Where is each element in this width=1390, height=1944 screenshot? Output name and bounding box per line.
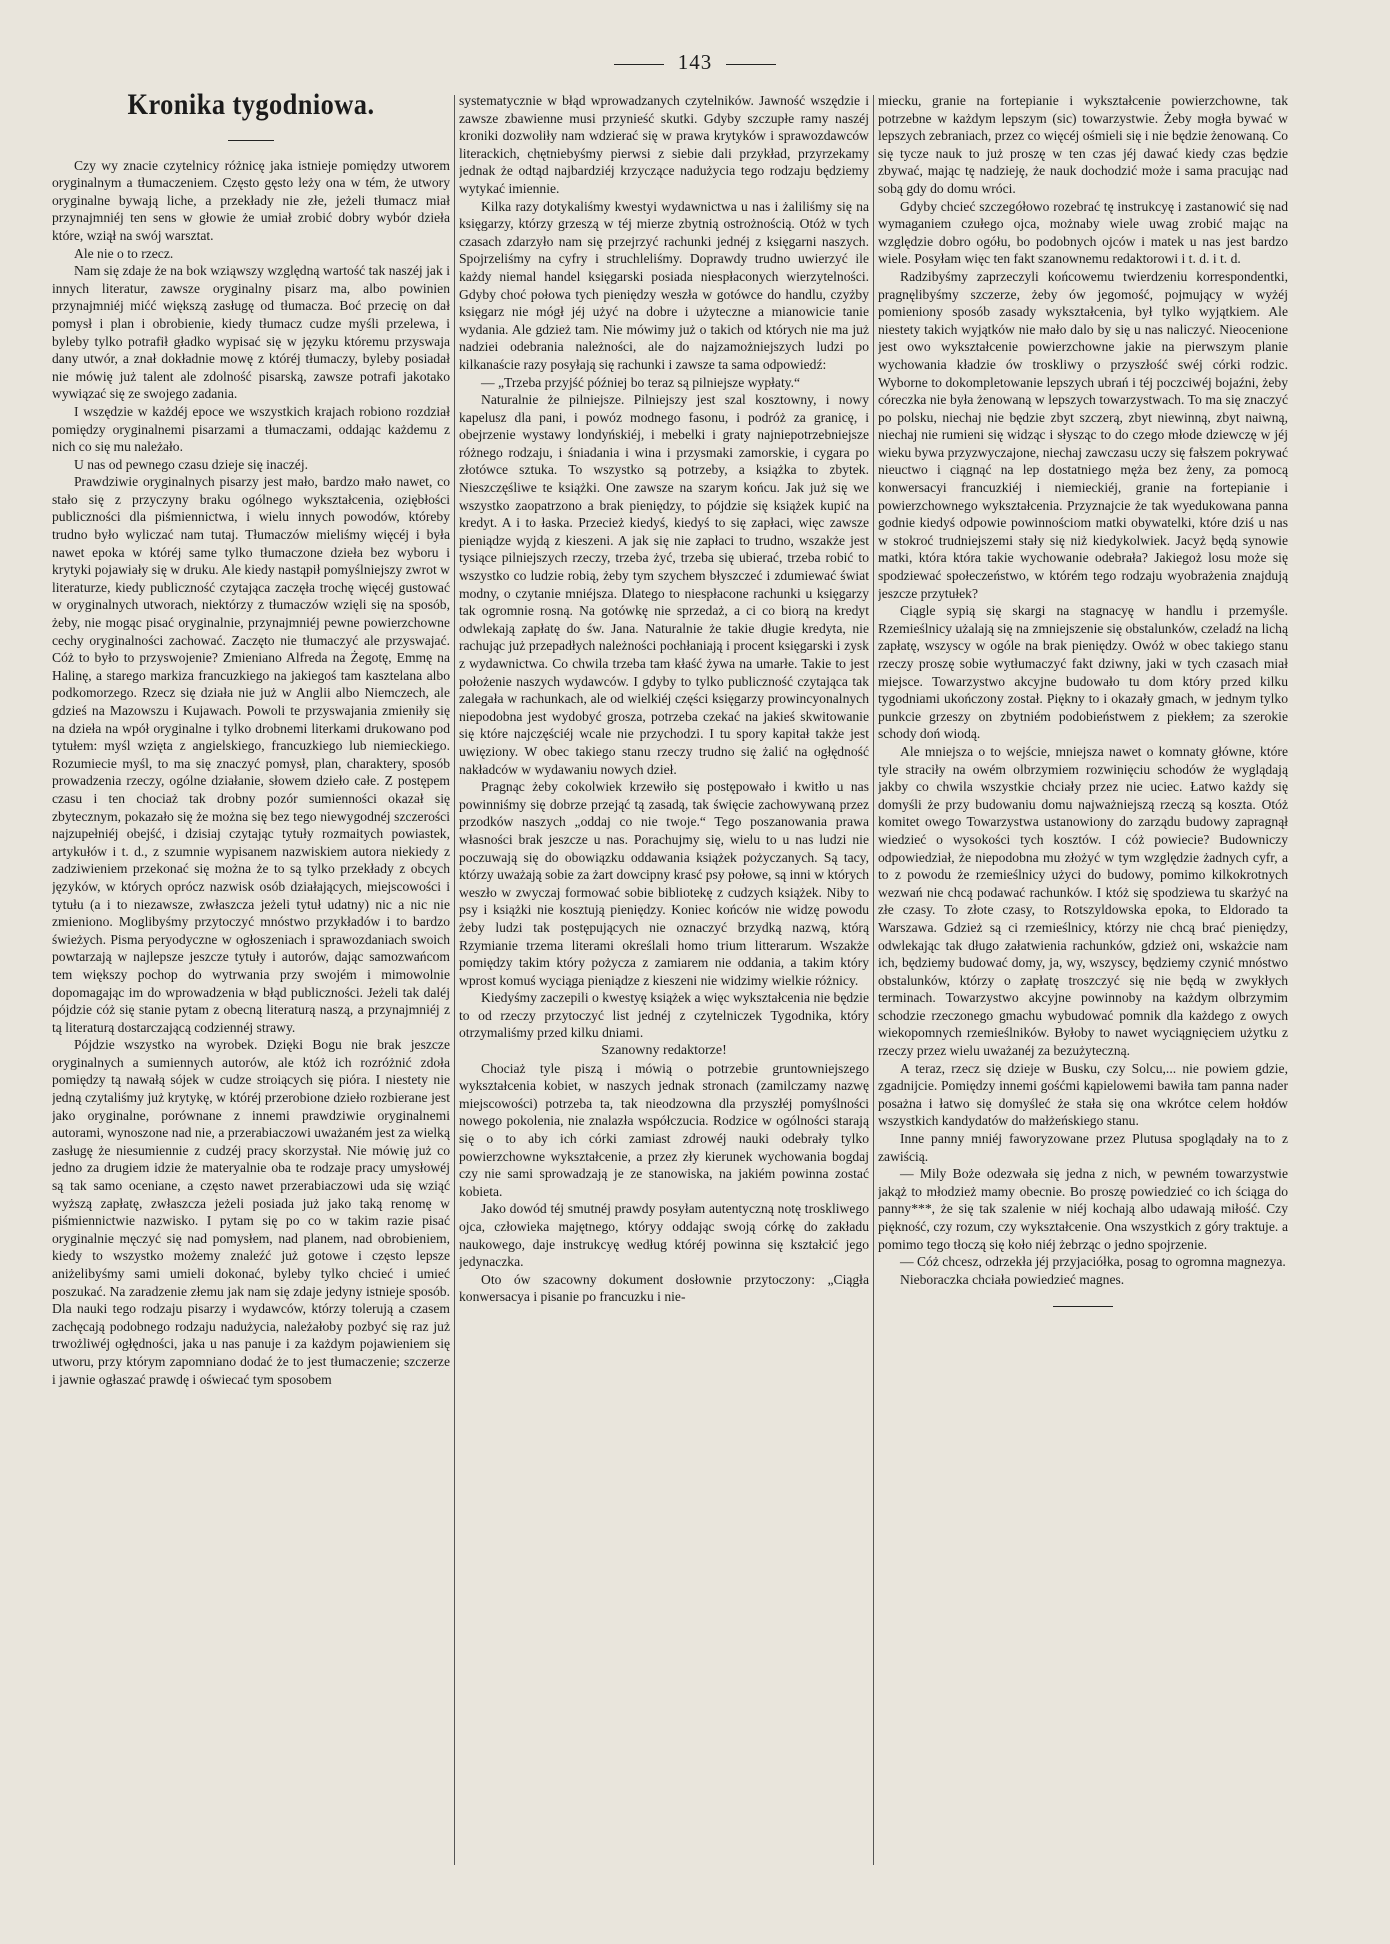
paragraph: systematycznie w błąd wprowadzanych czytelników. Jawność wszędzie i zawsze zbawienne musi przynieść skutki. Gdyby szczupłe ramy naszéj kroniki dozwoliły nam wdzierać się w prawa krytyków i sprawozdawców literackich, chętniebyśmy pierwsi z siebie dali przykład, przyrzekamy jednak że odtąd najbardziéj krzyczące nadużycia tego rodzaju będziemy wytykać imiennie.	[459, 93, 869, 196]
paragraph: Czy wy znacie czytelnicy różnicę jaka istnieje pomiędzy utworem oryginalnym a tłumaczeniem. Często gęsto leży ona w tém, że utwory oryginalne bywają liche, a przekłady nie złe, jeżeli tłumacz miał przynajmniéj ten sens w głowie że umiał zrobić dobry wybór dzieła które, wziął na swój warsztat.	[52, 157, 450, 243]
title-rule	[228, 140, 274, 141]
column-2	[459, 92, 869, 1892]
paragraph: Ale nie o to rzecz.	[74, 245, 174, 261]
paragraph: Ale mniejsza o to wejście, mniejsza nawet o komnaty główne, które tyle straciły na owém olbrzymiem rozwinięciu schodów że wyglądają jakby co chwila wszystkie chciały przez nie uciec. Łatwo każdy się domyśli że przy budowaniu domu najważniejszą rzeczą są koszta. Otóż komitet owego Towarzystwa ustanowiony do zarządu budowy zapragnął wiedzieć o wysokości tych kosztów. I cóż powiecie? Budowniczy odpowiedział, że niepodobna mu złożyć w tym względzie żadnych cyfr, a to z powodu że rzemieślnicy użyci do budowy, pomimo kilkokrotnych wezwań nie chcą podawać rachunków. I któż się spodziewa tu skarżyć na złe czasy. To złote czasy, to Rotszyldowska epoka, to Eldorado ta Warszawa. Gdzież są ci rzemieślnicy, którzy nie chcą brać pieniędzy, odwlekając tak długo załatwienia rachunków, gdzież oni, wskażcie nam ich, będziemy budować domy, ja, wy, wszyscy, będziemy czynić mnóstwo obstalunków, którzy o zapłatę troszczyć się nie będą w zwykłych terminach. Towarzystwo akcyjne powinnoby na każdym olbrzymim schodzie rzeczonego gmachu wybudować pomnik dla każdego z owych wiekopomnych rzemieślników. Byłoby to nawet wyciągnięciem użytku z rzeczy przez wielu uważanéj za bezużyteczną.	[878, 743, 1288, 1059]
page-number-rule-left	[614, 64, 664, 65]
paragraph: Pragnąc żeby cokolwiek krzewiło się postępowało i kwitło u nas powinniśmy się dobrze przejąć tą zasadą, tak święcie zachowywaną przez przodków naszych „oddaj co nie twoje.“ Tego poszanowania prawa własności brak jeszcze u nas. Porachujmy się, wielu to u nas ludzi nie poczuwają się do obowiązku oddawania książek pożyczanych. Są tacy, którzy uważają sobie za żart dowcipny krasć psy połowe, są inni w których weszło w zwyczaj formować sobie bibliotekę z cudzych książek. Niby to psy i książki nie kosztują pieniędzy. Koniec końców nie widzę powodu żeby ludzi tak postępujących nie oznaczyć brzydką nazwą, którą Rzymianie trzema literami określali homo trium litterarum. Wszakże pomiędzy takim który pożycza z zamiarem nie oddania, a takim który wprost komuś wyciąga pieniądze z kieszeni nie widzimy wielkie różnicy.	[459, 779, 869, 988]
paragraph: — „Trzeba przyjść później bo teraz są pilniejsze wypłaty.“	[481, 374, 801, 390]
paragraph: U nas od pewnego czasu dzieje się inaczéj.	[74, 456, 309, 472]
paragraph: — Cóż chcesz, odrzekła jéj przyjaciółka, posag to ogromna magnezya.	[900, 1254, 1286, 1270]
column-divider	[454, 95, 455, 1865]
paragraph: Chociaż tyle piszą i mówią o potrzebie gruntowniejszego wykształcenia kobiet, w naszych jednak stronach (zamilczamy nazwę miejscowości) potrzeba ta, tak nieodzowna dla przyszłéj pomyślności nowego pokolenia, nie znalazła współczucia. Rodzice w ogólności starają się o to aby ich córki zamiast zdrowéj nauki odebrały tylko powierzchowne wykształcenie, a przez zły kierunek wychowania bogdaj czy nie sami sprowadzają je ze stanowiska, na jakiém powinna zostać kobieta.	[459, 1060, 869, 1199]
paragraph: miecku, granie na fortepianie i wykształcenie powierzchowne, tak potrzebne w każdym lepszym (sic) towarzystwie. Żeby mogła bywać w lepszych zebraniach, przez co więcéj ośmieli się i nie będzie żenowaną. Co się tycze nauk to już proszę w ten czas jéj dawać kiedy czas będzie zbywać, mając tę nadzieję, że nauk dochodzić może i sama pracując nad sobą gdy do domu wróci.	[878, 93, 1288, 196]
paragraph: A teraz, rzecz się dzieje w Busku, czy Solcu,... nie powiem gdzie, zgadnijcie. Pomiędzy innemi gośćmi kąpielowemi bawiła tam panna nader posażna i łatwo się domyśleć że stała się ona wkrótce celem hołdów wszystkich kandydatów do małżeńskiego stanu.	[878, 1060, 1288, 1129]
paragraph: Ciągle sypią się skargi na stagnacyę w handlu i przemyśle. Rzemieślnicy użalają się na zmniejszenie się obstalunków, czeladź na lichą zapłatę, wszyscy w ogóle na brak pieniędzy. Owóż w obec takiego stanu rzeczy proszę sobie wytłumaczyć fakt dziwny, jaki w tych czasach miał miejsce. Towarzystwo akcyjne budowało tu dom który przed kilku tygodniami ukończony został. Piękny to i okazały gmach, w jednym tylko punkcie grzeszy on zbytniém podobieństwem z piekłem; za szerokie schody doń wiodą.	[878, 603, 1288, 742]
page-number-rule-right	[726, 64, 776, 65]
paragraph: Gdyby chcieć szczegółowo rozebrać tę instrukcyę i zastanowić się nad wymaganiem czułego ojca, możnaby wiele uwag zrobić mając na względzie dobro ogółu, bo podobnych ojców i matek u nas jest bardzo wiele. Posyłam więc ten fakt szanownemu redaktorowi i t. d. i t. d.	[878, 198, 1288, 267]
paragraph: Oto ów szacowny dokument dosłownie przytoczony: „Ciągła konwersacya i pisanie po francuzku i nie-	[459, 1271, 869, 1305]
column-3	[878, 92, 1288, 1892]
paragraph: Jako dowód téj smutnéj prawdy posyłam autentyczną notę troskliwego ojca, człowieka majętnego, któryy oddając swoją córkę do zakładu naukowego, daje instrukcyę według któréj powinna się kształcić jego jedynaczka.	[459, 1201, 869, 1270]
paragraph: Kiedyśmy zaczepili o kwestyę książek a więc wykształcenia nie będzie to od rzeczy przytoczyć list jednéj z czytelniczek Tygodnika, który otrzymaliśmy przed kilku dniami.	[459, 990, 869, 1041]
paragraph: Naturalnie że pilniejsze. Pilniejszy jest szal kosztowny, i nowy kapelusz dla pani, i powóz modnego fasonu, i podróż za granicę, i obejrzenie wystawy londyńskiéj, i mebelki i graty najniepotrzebniejsze różnego rodzaju, i śniadania i wina i przysmaki zamorskie, i cygara po złotówce sztuka. To wszystko są potrzeby, a książka to zbytek. Nieszczęśliwe te książki. One zawsze na szarym końcu. Jak już się we wszystko zaopatrzono a brak pieniędzy, to pójdzie się książek kupić na kredyt. A i to łaska. Przecież kiedyś, kiedyś to się zapłaci, więc zawsze pieniądze wyjdą z kieszeni. A jak się nie zapłaci to trudno, wszakże jest tysiące pilniejszych rzeczy, trzeba żyć, trzeba się ubierać, trzeba robić to wszystko co ludzie robią, żeby tym szychem błyszczeć i zdumiewać świat modny, o czytanie mniéjsza. Dlatego to niespłacone rachunki u księgarzy tak ogromnie rosną. Na gotówkę nie sprzedaż, a ci co biorą na kredyt odwlekają zapłatę do św. Jana. Naturalnie że takie długie kredyta, nie rachując już przepadłych należności pochłaniają i procent księgarski i zysk z wydawnictwa. Co chwila trzeba tam kłaść żywa na umarłe. Takie to jest położenie naszych wydawców. I gdyby to tylko publiczność czytająca tak zalegała w rachunkach, ale od wielkiéj części księgarzy prowincyonalnych niepodobna jest wydobyć grosza, potrzeba czekać na jakieś skwitowanie się które najczęściéj wcale nie przychodzi. I tu spory kapitał także jest uwięziony. W obec takiego stanu rzeczy trudno się żalić na ogłędność nakładców w wydawaniu nowych dzieł.	[459, 392, 869, 777]
end-rule	[1053, 1306, 1113, 1307]
paragraph: Pójdzie wszystko na wyrobek. Dzięki Bogu nie brak jeszcze oryginalnych a sumiennych autorów, ale któż ich rozróżnić zdoła pomiędzy tą nawałą sójek w cudze stroiących się pióra. I niestety nie jedną czytaliśmy już krytykę, w któréj przerobione dzieło rozbierane jest jako oryginalne, porównane z innemi prawdziwie oryginalnemi autorami, wynoszone nad nie, a przerabiaczowi uważaném jest za wielką zasługę że niesumiennie z cudzéj pracy skorzystał. Nie mówię już co jedno za drugiem idzie że materyalnie oba te rodzaje pracy umysłowéj są tak samo oceniane, a często nawet przerabiaczowi uda się wziąć wyższą zapłatę, zwłaszcza jeżeli posiada już jako taką renomę w piśmiennictwie nazwisko. I pytam się po co w takim razie pisać oryginalnie męczyć się nad pomysłem, nad planem, nad obrobieniem, kiedy to wszystko możemy znaleźć już gotowe i często lepsze aniżelibyśmy sami umieli dokonać, byleby tylko chcieć i umieć poszukać. Na zaradzenie złemu jak nam się zdaje jedyny istnieje sposób. Dla nauki tego rodzaju pisarzy i wydawców, którzy tolerują a czasem zachęcają podobnego rodzaju nadużycia, należałoby pozbyć się raz już trwożliwéj ogłędności, jaka u nas panuje i za każdym pojawieniem się utworu, przy którym zapomniano dodać że to jest tłumaczenie; szczerze i jawnie ogłaszać prawdę i oświecać tym sposobem	[52, 1037, 450, 1387]
letter-salutation: Szanowny redaktorze!	[601, 1043, 727, 1059]
paragraph: Nieboraczka chciała powiedzieć magnes.	[900, 1271, 1125, 1287]
page-number	[0, 50, 1390, 75]
column-1	[52, 92, 450, 1892]
page-number-text: 143	[677, 50, 713, 74]
paragraph: I wszędzie w każdéj epoce we wszystkich krajach robiono rozdział pomiędzy oryginalnemi pisarzami a tłumaczami, oddając każdemu z nich co się mu należało.	[52, 403, 450, 455]
column-1-text	[52, 157, 450, 1389]
article-title: Kronika tygodniowa.	[127, 92, 375, 121]
paragraph: Nam się zdaje że na bok wziąwszy względną wartość tak naszéj jak i innych literatur, zawsze oryginalny pisarz ma, albo powinien przynajmniéj mićć większą zasługę od tłumacza. Boć przecię on dał pomysł i plan i obrobienie, kiedy tłumacz cudze myśli przelewa, i byleby tylko potrafił gładko wypisać się w języku któremu przyswaja dany utwór, a znał dokładnie mowę z któréj tłumaczy, byleby posiadał nie mówię już talent ale zdolność pisarską, zawsze potrafi jakotako wywiązać się ze swojego zadania.	[52, 263, 450, 402]
paragraph: Radzibyśmy zaprzeczyli końcowemu twierdzeniu korrespondentki, pragnęlibyśmy szczerze, żeby ów jegomość, pojmujący w wyżéj pomieniony sposób zasady wykształcenia, był tylko wyjątkiem. Ale niestety takich wyjątków nie mało dalo by się u nas naliczyć. Nieocenione jest owo wykształcenie powierzchowne jakie na pierwszym planie wychowania kładzie ów troskliwy o przyszłość swéj córki rodzic. Wyborne to dokompletowanie lepszych ubrań i téj poczciwéj bojaźni, żeby córeczka nie była żenowaną w lepszych towarzystwach. To ma się znaczyć po polsku, niechaj nie będzie zbyt szczerą, zbyt niewinną, zbyt naiwną, niechaj nie rumieni się widząc i słysząc to do czego młode dziewczę w jéj wieku bywa przyzwyczajone, niechaj zawczasu uczy się fałszem pokrywać nieuctwo i ciągnąć na lep dostatniego męża bez żeny, za pomocą konwersacyi francuzkiéj i niemieckiéj, granie na fortepianie i powierzchownego wykształcenia. Przyznajcie że tak wyedukowana panna godnie kiedyś odpowie powinnościom matki obywatelki, które dziś u nas w stokroć trudniejszemi stały się niż kiedykolwiek. Jacyż będą synowie matki, która która takie wychowanie odebrała? Jakiegoż losu może się spodziewać społeczeństwo, w którém tego rodzaju wyobrażenia znajdują jeszcze przytułek?	[878, 268, 1288, 601]
column-divider	[873, 95, 874, 1865]
paragraph: Inne panny mniéj faworyzowane przez Plutusa spoglądały na to z zawiścią.	[878, 1131, 1288, 1164]
paragraph: Prawdziwie oryginalnych pisarzy jest mało, bardzo mało nawet, co stało się z przyczyny braku ogólnego wykształcenia, oziębłości publiczności dla piśmiennictwa, i wielu innych powodów, któreby trudno było wyliczać nam tutaj. Tłumaczów mieliśmy więcéj i była nawet epoka w któréj same tylko tłumaczone dzieła bez wyboru i krytyki pojawiały się w druku. Ale kiedy nastąpił pomyślniejszy zwrot w literaturze, kiedy publiczność czytająca zaczęła trochę więcéj gustować w oryginalnych utworach, niektórzy z tłumaczów wzięli się na sposób, żeby, nie mogąc pisać oryginalnie, przynajmniéj pewne powierzchowne cechy oryginalności zachować. Zaczęto nie tłumaczyć ale przyswajać. Cóż to było to przyswojenie? Zmieniano Alfreda na Żegotę, Emmę na Halinę, a starego markiza francuzkiego na jakiegoś tam kasztelana albo podkomorzego. Rzecz się działa nie już w Anglii albo Niemczech, ale gdzieś na Mazowszu i Kujawach. Powoli te przyswajania zmieniły się na dzieła na wpół oryginalne i tylko drobnemi literkami drukowano pod tytułem: myśl wzięta z angielskiego, francuzkiego lub niemieckiego. Rozumiecie myśl, to ma się znaczyć pomysł, plan, charaktery, sposób prowadzenia rzeczy, ogólne działanie, słowem dzieło całe. Z postępem czasu i ten chociaż tak drobny pozór sumienności okazał się zbytecznym, pokazało się że można się bez tego niewygodnéj szczerości najzupełniéj obejść, i dzisiaj czytając tytuły rozmaitych powiastek, artykułów i t. d., z szumnie wypisanem nazwiskiem autora niekiedy z zadziwieniem przekonać się można że to są tylko przekłady z obcych języków, w których oprócz nazwisk osób działających, miejscowości i tytułu (a i to niezawsze, zwłaszcza jeżeli tytuł udatny) nic a nic nie zmieniono. Moglibyśmy przytoczyć mnóstwo przykładów i to bardzo świeżych. Pisma peryodyczne w ogłoszeniach i sprawozdaniach swoich powtarzają w najlepsze jeszcze tytuły i autorów, dając samozwańcom tem większy pochop do wytrwania przy swojém i mimowolnie dopomagając im do wprowadzenia w błąd publiczności. Jeżeli tak daléj pójdzie cóż się stanie pytam z obecną literaturą naszą, a przynajmniéj z tą literaturą dostarczającą codziennéj strawy.	[52, 474, 450, 1035]
paragraph: Kilka razy dotykaliśmy kwestyi wydawnictwa u nas i żaliliśmy się na księgarzy, którzy grzeszą w téj mierze zbytnią ostrożnością. Otóż w tych czasach zdarzyło nam się przejrzyć rachunki jednéj z księgarni naszych. Spojrzeliśmy na cyfry i struchleliśmy. Doprawdy trudno uwierzyć ile każdy niemal handel księgarski posiada niespłaconych wierzytelności. Gdyby choć połowa tych pieniędzy weszła w gotówce do handlu, czyżby księgarz nie mógł jéj użyć na dobre i użyteczne a mianowicie tanie wydania. Ale gdzież tam. Nie mówimy już o takich od których nie ma już nadziei odebrania należności, ale do najzamożniejszych ludzi po kilkanaście razy posyłają się rachunki i zawsze ta sama odpowiedź:	[459, 198, 869, 372]
paragraph: — Mily Boże odezwała się jedna z nich, w pewném towarzystwie jakąż to młodzież mamy obecnie. Bo proszę powiedzieć co ich ściąga do panny***, że się tak szalenie w niéj kochają albo udawają miłość. Czy piękność, czy rozum, czy wykształcenie. Ona wszystkich z góry traktuje. a pomimo tego tłoczą się koło niéj żebrząc o jedno spojrzenie.	[878, 1166, 1288, 1252]
